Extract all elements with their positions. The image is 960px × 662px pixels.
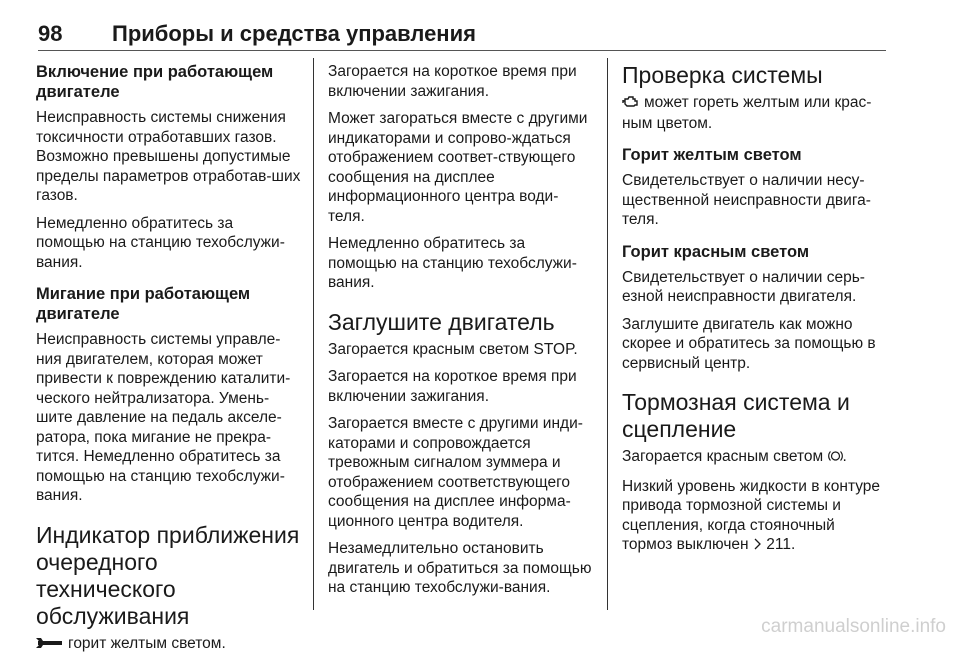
page-title: Приборы и средства управления	[112, 21, 476, 46]
page-header	[38, 22, 886, 51]
engine-check-icon	[622, 94, 638, 114]
paragraph: Свидетельствует о наличии несу-щественной неисправности двига-теля.	[622, 172, 871, 228]
paragraph: Загорается на короткое время при включении зажигания.	[328, 63, 577, 100]
column-divider	[313, 58, 314, 610]
heading-emission: Включение при работающем двигателе	[36, 63, 274, 101]
paragraph: Загорается вместе с другими инди-каторами и сопровождается тревожным сигналом зуммера и отображением соответствующего сообщения на дисплее информа-ционного центра водителя.	[328, 415, 583, 530]
heading-yellow-light: Горит желтым светом	[622, 146, 802, 164]
heading-system-check: Проверка системы	[622, 62, 823, 88]
paragraph: Заглушите двигатель как можно скорее и обратитесь за помощью в сервисный центр.	[622, 315, 876, 372]
paragraph: Неисправность системы управле-ния двигателем, которая может привести к повреждению каталити-ческого нейтрализатора. Умень-шите давление на педаль акселе-ратора, пока мигание не прекра-тится. Немедленно обратитесь за помощью на станцию техобслужи-вания.	[36, 331, 291, 504]
paragraph: Незамедлительно остановить двигатель и обратиться за помощью на станцию техобслужи-вания.	[328, 540, 592, 596]
paragraph: Немедленно обратитесь за помощью на станцию техобслужи-вания.	[36, 214, 285, 271]
paragraph: Низкий уровень жидкости в контуре привода тормозной системы и сцепления, когда стояночный тормоз выключен 211.	[622, 477, 888, 556]
column-middle	[328, 62, 592, 606]
paragraph: Загорается на короткое время при включении зажигания.	[328, 368, 577, 405]
column-right	[622, 62, 888, 564]
paragraph: Свидетельствует о наличии серь-езной неисправности двигателя.	[622, 268, 865, 305]
heading-stop-engine: Заглушите двигатель	[328, 308, 555, 335]
heading-flashing: Мигание при работающем двигателе	[36, 285, 251, 323]
paragraph: горит желтым светом.	[36, 634, 301, 655]
page-number: 98	[38, 21, 63, 46]
paragraph: Загорается красным светом .	[622, 447, 888, 469]
paragraph: Загорается красным светом STOP.	[328, 340, 578, 358]
heading-brake-clutch: Тормозная система и сцепление	[622, 389, 850, 442]
paragraph: Немедленно обратитесь за помощью на станцию техобслужи-вания.	[328, 235, 577, 291]
column-divider	[607, 58, 608, 610]
heading-red-light: Горит красным светом	[622, 242, 810, 261]
brake-warning-icon	[828, 449, 843, 469]
heading-service-indicator: Индикатор приближения очередного технического обслуживания	[36, 521, 300, 629]
column-left	[36, 62, 301, 662]
paragraph: может гореть желтым или крас-ным цветом.	[622, 94, 872, 132]
paragraph: Неисправность системы снижения токсичности отработавших газов. Возможно превышены допустимые пределы параметров отработав-ших газов.	[36, 109, 301, 204]
wrench-service-icon	[36, 635, 62, 655]
watermark: carmanualsonline.info	[761, 616, 946, 637]
paragraph: Может загораться вместе с другими индикаторами и сопрово-ждаться отображением соответ-ствующего сообщения на дисплее информационного центра води-теля.	[328, 110, 588, 225]
page-reference-arrow-icon	[753, 536, 762, 556]
